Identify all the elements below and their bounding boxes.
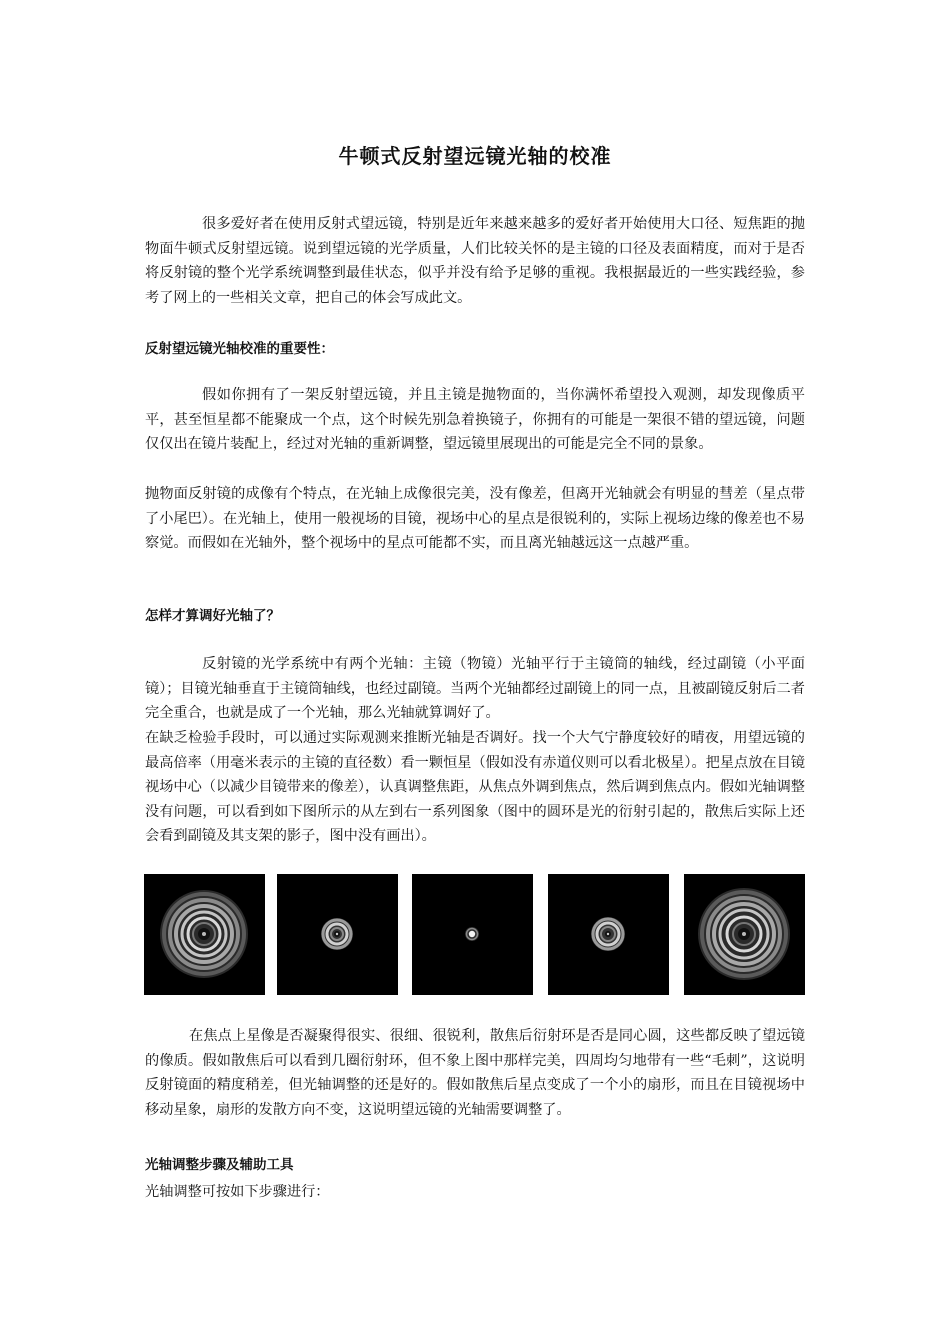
- diffraction-panel-near-outside: [277, 874, 398, 995]
- alignment-paragraph-2: 在缺乏检验手段时，可以通过实际观测来推断光轴是否调好。找一个大气宁静度较好的晴夜，用望远镜的最高倍率（用毫米表示的主镜的直径数）看一颗恒星（假如没有赤道仪则可以看北极星）。把星点放在目镜视场中心（以减少目镜带来的像差），认真调整焦距，从焦点外调到焦点，然后调到焦点内。假如光轴调整没有问题，可以看到如下图所示的从左到右一系列图象（图中的圆环是光的衍射引起的，散焦后实际上还会看到副镜及其支架的影子，图中没有画出）。: [145, 730, 805, 844]
- importance-paragraph-1: 假如你拥有了一架反射望远镜，并且主镜是抛物面的，当你满怀希望投入观测，却发现像质平平，甚至恒星都不能聚成一个点，这个时候先别急着换镜子，你拥有的可能是一架很不错的望远镜，问题仅仅出在镜片装配上，经过对光轴的重新调整，望远镜里展现出的可能是完全不同的景象。: [145, 387, 805, 452]
- diffraction-rings-image: [277, 874, 398, 995]
- section-heading-alignment-check: 怎样才算调好光轴了？: [145, 608, 280, 624]
- adjustment-intro-paragraph: 光轴调整可按如下步骤进行：: [145, 1184, 330, 1200]
- section-heading-adjustment-steps: 光轴调整步骤及辅助工具: [145, 1157, 294, 1173]
- image-quality-paragraph: 在焦点上星像是否凝聚得很实、很细、很锐利，散焦后衍射环是否是同心圆，这些都反映了望远镜的像质。假如散焦后可以看到几圈衍射环，但不象上图中那样完美，四周均匀地带有一些“毛刺”，这说明反射镜面的精度稍差，但光轴调整的还是好的。假如散焦后星点变成了一个小的扇形，而且在目镜视场中移动星象，扇形的发散方向不变，这说明望远镜的光轴需要调整了。: [145, 1028, 805, 1118]
- diffraction-panel-far-outside: [144, 874, 265, 995]
- section-heading-importance: 反射望远镜光轴校准的重要性：: [145, 341, 334, 357]
- importance-paragraph-2: 抛物面反射镜的成像有个特点，在光轴上成像很完美，没有像差，但离开光轴就会有明显的彗差（星点带了小尾巴）。在光轴上，使用一般视场的目镜，视场中心的星点是很锐利的，实际上视场边缘的像差也不易察觉。而假如在光轴外，整个视场中的星点可能都不实，而且离光轴越远这一点越严重。: [145, 486, 805, 551]
- diffraction-panel-in-focus: [412, 874, 533, 995]
- diffraction-panel-near-inside: [548, 874, 669, 995]
- star-test-figure: [144, 874, 808, 997]
- diffraction-panel-far-inside: [684, 874, 805, 995]
- intro-paragraph: 很多爱好者在使用反射式望远镜，特别是近年来越来越多的爱好者开始使用大口径、短焦距的抛物面牛顿式反射望远镜。说到望远镜的光学质量，人们比较关怀的是主镜的口径及表面精度，而对于是否将反射镜的整个光学系统调整到最佳状态，似乎并没有给予足够的重视。我根据最近的一些实践经验，参考了网上的一些相关文章，把自己的体会写成此文。: [145, 216, 805, 306]
- page-title: 牛顿式反射望远镜光轴的校准: [338, 144, 612, 168]
- diffraction-rings-image: [684, 874, 805, 995]
- airy-disk-image: [412, 874, 533, 995]
- alignment-paragraph-1: 反射镜的光学系统中有两个光轴：主镜（物镜）光轴平行于主镜筒的轴线，经过副镜（小平面镜）；目镜光轴垂直于主镜筒轴线，也经过副镜。当两个光轴都经过副镜上的同一点，且被副镜反射后二者完全重合，也就是成了一个光轴，那么光轴就算调好了。: [145, 656, 805, 721]
- diffraction-rings-image: [144, 874, 265, 995]
- diffraction-rings-image: [548, 874, 669, 995]
